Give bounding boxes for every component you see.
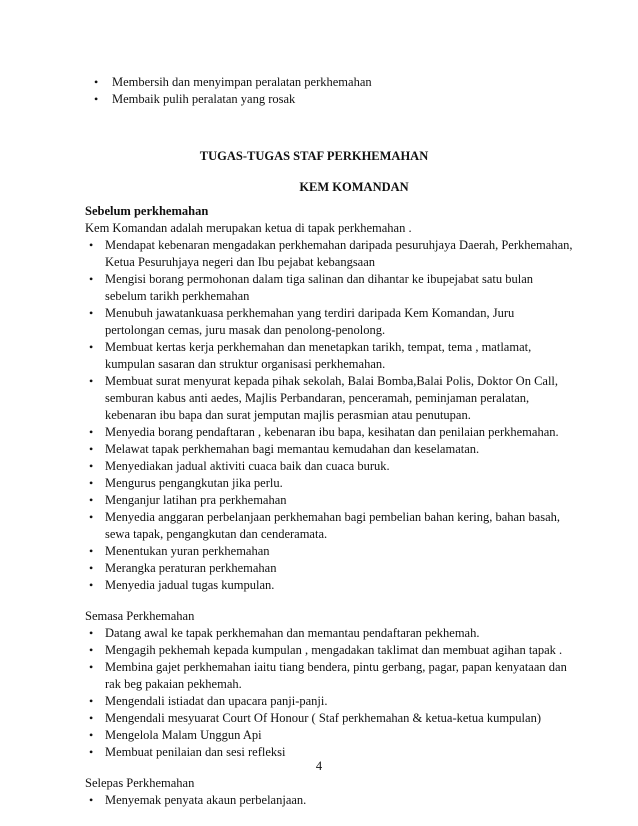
list-item: • Mengisi borang permohonan dalam tiga salinan dan dihantar ke ibupejabat satu bulan sebelum tarikh perkhemahan [85,271,575,305]
list-item: • Menyedia anggaran perbelanjaan perkhemahan bagi pembelian bahan kering, bahan basah, sewa tapak, pengangkutan dan cenderamata. [85,509,575,543]
semasa-list [85,625,575,761]
list-item: • Melawat tapak perkhemahan bagi memantau kemudahan dan keselamatan. [85,441,575,458]
list-item: • Mendapat kebenaran mengadakan perkhemahan daripada pesuruhjaya Daerah, Perkhemahan, Ketua Pesuruhjaya negeri dan Ibu pejabat kebangsaan [85,237,575,271]
list-item: • Membuat penilaian dan sesi refleksi [85,744,575,761]
top-bullet-list [90,74,590,108]
list-item: • Menyediakan jadual aktiviti cuaca baik dan cuaca buruk. [85,458,575,475]
sebelum-intro: Kem Komandan adalah merupakan ketua di tapak perkhemahan . [85,221,412,235]
list-item: • Membuat surat menyurat kepada pihak sekolah, Balai Bomba,Balai Polis, Doktor On Call, semburan kabus anti aedes, Majlis Perbandaran, penceramah, peminjaman peralatan, kebenaran ibu bapa dan surat jemputan majlis perasmian atau penutupan. [85,373,575,424]
list-item: • Menentukan yuran perkhemahan [85,543,575,560]
sebelum-heading: Sebelum perkhemahan [85,204,209,218]
list-item: • Mengelola Malam Unggun Api [85,727,575,744]
list-item: • Membina gajet perkhemahan iaitu tiang bendera, pintu gerbang, pagar, papan kenyataan dan rak beg pakaian pekhemah. [85,659,575,693]
list-item: • Menganjur latihan pra perkhemahan [85,492,575,509]
selepas-heading: Selepas Perkhemahan [85,776,195,790]
list-item: • Datang awal ke tapak perkhemahan dan memantau pendaftaran pekhemah. [85,625,575,642]
list-item: • Menyedia jadual tugas kumpulan. [85,577,575,594]
document-body [85,203,575,809]
list-item: • Mengagih pekhemah kepada kumpulan , mengadakan taklimat dan membuat agihan tapak . [85,642,575,659]
page-number: 4 [315,759,323,773]
list-item: • Menyemak penyata akaun perbelanjaan. [85,792,575,809]
semasa-heading: Semasa Perkhemahan [85,609,195,623]
selepas-list [85,792,575,809]
list-item: • Menyedia borang pendaftaran , kebenaran ibu bapa, kesihatan dan penilaian perkhemahan. [85,424,575,441]
list-item: • Membersih dan menyimpan peralatan perkhemahan [90,74,590,91]
list-item: • Membaik pulih peralatan yang rosak [90,91,590,108]
list-item: • Mengendali istiadat dan upacara panji-panji. [85,693,575,710]
list-item: • Mengendali mesyuarat Court Of Honour ( Staf perkhemahan & ketua-ketua kumpulan) [85,710,575,727]
list-item: • Merangka peraturan perkhemahan [85,560,575,577]
sebelum-list [85,237,575,594]
list-item: • Membuat kertas kerja perkhemahan dan menetapkan tarikh, tempat, tema , matlamat, kumpulan sasaran dan struktur organisasi perkhemahan. [85,339,575,373]
list-item: • Mengurus pengangkutan jika perlu. [85,475,575,492]
page-title: TUGAS-TUGAS STAF PERKHEMAHAN [199,149,429,163]
list-item: • Menubuh jawatankuasa perkhemahan yang terdiri daripada Kem Komandan, Juru pertolongan cemas, juru masak dan penolong-penolong. [85,305,575,339]
section-subtitle: KEM KOMANDAN [299,180,409,194]
